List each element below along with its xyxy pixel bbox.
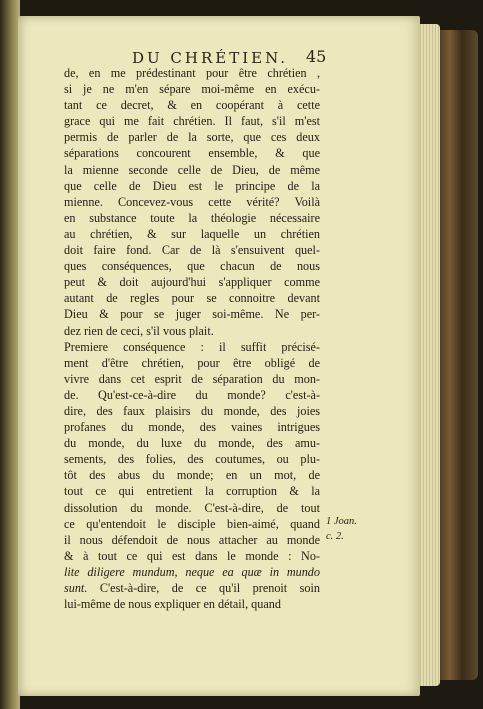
text-line: séparations concourent ensemble, & que bbox=[64, 146, 320, 161]
margin-note-chapter: c. 2. bbox=[326, 531, 344, 542]
text-line: lite diligere mundum, neque ea quæ in mundo bbox=[64, 564, 320, 579]
text-line: en substance toute la théologie nécessaire bbox=[64, 210, 320, 225]
text-line: de. Qu'est-ce-à-dire du monde? c'est-à- bbox=[64, 387, 320, 402]
book-cover bbox=[438, 30, 478, 680]
text-line: tôt des abus du monde; en un mot, de bbox=[64, 468, 320, 483]
text-line: permis de parler de la sorte, que ces deux bbox=[64, 130, 320, 145]
text-line: au chrétien, & sur laquelle un chrétien bbox=[64, 226, 320, 241]
margin-note-reference: 1 Joan. bbox=[326, 516, 357, 527]
text-line: vivre dans cet esprit de séparation du mon- bbox=[64, 371, 320, 386]
text-line: lui-même de nous expliquer en détail, quand bbox=[64, 597, 281, 612]
text-line: de, en me prédestinant pour être chrétien , bbox=[64, 66, 320, 80]
text-line: la mienne seconde celle de Dieu, de même bbox=[64, 162, 320, 177]
text-line: dissolution du monde. C'est-à-dire, de tout bbox=[64, 500, 320, 515]
text-line: tout ce qui entretient la corruption & la bbox=[64, 484, 320, 499]
text-line: autant de regles pour se connoitre devant bbox=[64, 291, 320, 306]
latin-quote: sunt. bbox=[64, 581, 88, 595]
text-line: dire, des faux plaisirs du monde, des joies bbox=[64, 403, 320, 418]
text-line: profanes du monde, des vaines intrigues bbox=[64, 420, 320, 435]
page-number: 45 bbox=[306, 47, 327, 66]
text-line: grace qui me fait chrétien. Il faut, s'il m'est bbox=[64, 114, 320, 129]
body-text bbox=[64, 65, 320, 612]
text-line: & à tout ce qui est dans le monde : No- bbox=[64, 548, 320, 563]
text-line: dez rien de ceci, s'il vous plait. bbox=[64, 323, 214, 338]
page-edges bbox=[418, 24, 440, 686]
text-line: ment d'être chrétien, pour être obligé de bbox=[64, 355, 320, 370]
text-line: sunt. C'est-à-dire, de ce qu'il prenoit soin bbox=[64, 581, 320, 595]
text-line: Premiere conséquence : il suffit précisé- bbox=[64, 339, 320, 354]
text-line: il nous défendoit de nous attacher au monde bbox=[64, 532, 320, 547]
text-line: si je ne m'en sépare moi-même en exécu- bbox=[64, 82, 320, 97]
running-header: DU CHRÉTIEN. bbox=[131, 49, 289, 67]
text-line: doit faire fond. Car de là s'ensuivent quel- bbox=[64, 243, 320, 258]
text-line: que celle de Dieu est le principe de la bbox=[64, 178, 320, 193]
text-line: sements, des folies, des coutumes, ou plu- bbox=[64, 452, 320, 467]
text-line: Dieu & pour se juger soi-même. Ne per- bbox=[64, 307, 320, 322]
text-line: du monde, du luxe du monde, des amu- bbox=[64, 436, 320, 451]
text-line: ce qu'entendoit le disciple bien-aimé, quand bbox=[64, 516, 320, 531]
text-line: ques conséquences, que chacun de nous bbox=[64, 259, 320, 274]
text-line: tant ce decret, & en coopérant à cette bbox=[64, 98, 320, 113]
facing-page-edge bbox=[0, 0, 20, 709]
text-line: peut & doit aujourd'hui s'appliquer comme bbox=[64, 275, 320, 290]
text-line: mienne. Concevez-vous cette vérité? Voilà bbox=[64, 194, 320, 209]
